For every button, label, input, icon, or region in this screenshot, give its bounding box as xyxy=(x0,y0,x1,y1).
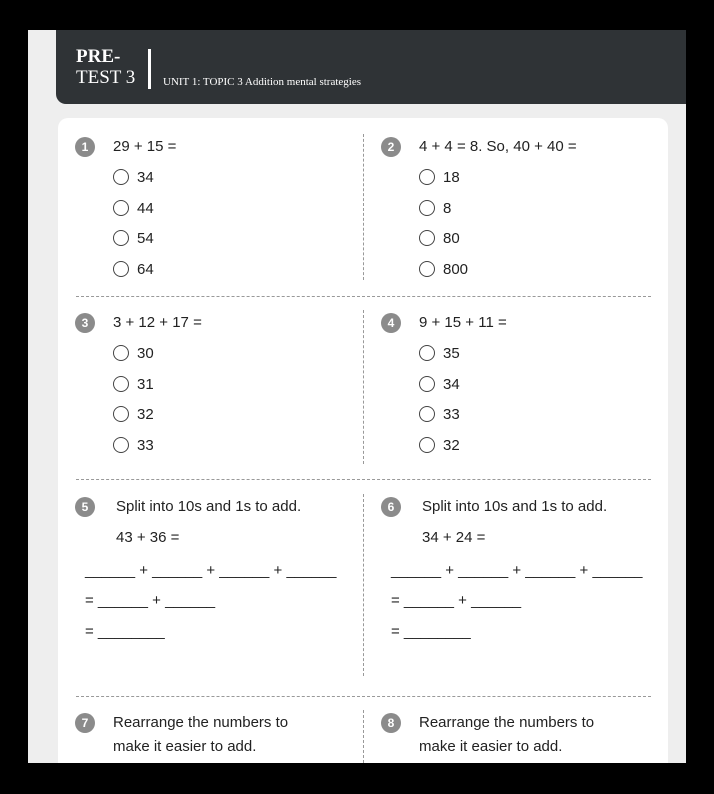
option-label: 18 xyxy=(443,169,460,186)
answer-blank-line[interactable]: = ______ + ______ xyxy=(391,592,522,609)
question-text: Split into 10s and 1s to add. xyxy=(116,498,302,515)
question-text: 9 + 15 + 11 = xyxy=(419,314,507,331)
answer-blank-line[interactable]: = ______ + ______ xyxy=(85,592,216,609)
column-divider xyxy=(363,710,364,763)
question-number-badge: 1 xyxy=(75,137,95,157)
question-text: Split into 10s and 1s to add. xyxy=(422,498,608,515)
pretest-header xyxy=(56,30,686,104)
option-label: 8 xyxy=(443,200,452,217)
option-label: 800 xyxy=(443,261,469,278)
radio-button[interactable] xyxy=(113,376,129,392)
answer-blank-line[interactable]: ______ + ______ + ______ + ______ xyxy=(391,562,643,579)
header-test-label: TEST 3 xyxy=(76,67,136,88)
header-divider xyxy=(148,49,151,89)
question-text: 4 + 4 = 8. So, 40 + 40 = xyxy=(419,138,577,155)
option-label: 30 xyxy=(137,345,154,362)
radio-button[interactable] xyxy=(113,230,129,246)
questions-card xyxy=(58,118,668,763)
question-text-line: Rearrange the numbers to xyxy=(419,714,595,731)
equation: 34 + 24 = xyxy=(422,529,486,546)
answer-blank-line[interactable]: = ________ xyxy=(391,623,471,640)
option-label: 33 xyxy=(137,437,154,454)
radio-button[interactable] xyxy=(419,200,435,216)
answer-blank-line[interactable]: ______ + ______ + ______ + ______ xyxy=(85,562,337,579)
radio-button[interactable] xyxy=(113,345,129,361)
column-divider xyxy=(363,494,364,676)
option-label: 33 xyxy=(443,406,460,423)
option-label: 34 xyxy=(137,169,154,186)
question-number-badge: 2 xyxy=(381,137,401,157)
column-divider xyxy=(363,134,364,280)
header-pre-label: PRE- xyxy=(76,46,121,67)
question-text: 3 + 12 + 17 = xyxy=(113,314,202,331)
radio-button[interactable] xyxy=(113,169,129,185)
radio-button[interactable] xyxy=(419,169,435,185)
radio-button[interactable] xyxy=(419,376,435,392)
radio-button[interactable] xyxy=(419,437,435,453)
row-divider xyxy=(76,696,651,697)
radio-button[interactable] xyxy=(113,200,129,216)
question-text-line: make it easier to add. xyxy=(113,738,257,755)
radio-button[interactable] xyxy=(419,230,435,246)
radio-button[interactable] xyxy=(113,261,129,277)
radio-button[interactable] xyxy=(419,345,435,361)
question-number-badge: 6 xyxy=(381,497,401,517)
question-text-line: make it easier to add. xyxy=(419,738,563,755)
option-label: 64 xyxy=(137,261,154,278)
radio-button[interactable] xyxy=(419,406,435,422)
row-divider xyxy=(76,296,651,297)
option-label: 31 xyxy=(137,376,154,393)
column-divider xyxy=(363,310,364,464)
option-label: 80 xyxy=(443,230,460,247)
question-text-line: Rearrange the numbers to xyxy=(113,714,289,731)
option-label: 54 xyxy=(137,230,154,247)
worksheet-page xyxy=(28,30,686,763)
radio-button[interactable] xyxy=(113,437,129,453)
question-number-badge: 7 xyxy=(75,713,95,733)
equation: 43 + 36 = xyxy=(116,529,180,546)
radio-button[interactable] xyxy=(113,406,129,422)
option-label: 32 xyxy=(137,406,154,423)
question-number-badge: 4 xyxy=(381,313,401,333)
option-label: 44 xyxy=(137,200,154,217)
question-number-badge: 5 xyxy=(75,497,95,517)
question-text: 29 + 15 = xyxy=(113,138,177,155)
answer-blank-line[interactable]: = ________ xyxy=(85,623,165,640)
option-label: 32 xyxy=(443,437,460,454)
row-divider xyxy=(76,479,651,480)
radio-button[interactable] xyxy=(419,261,435,277)
option-label: 34 xyxy=(443,376,460,393)
option-label: 35 xyxy=(443,345,460,362)
question-number-badge: 8 xyxy=(381,713,401,733)
header-unit-title: UNIT 1: TOPIC 3 Addition mental strategies xyxy=(163,76,361,88)
question-number-badge: 3 xyxy=(75,313,95,333)
